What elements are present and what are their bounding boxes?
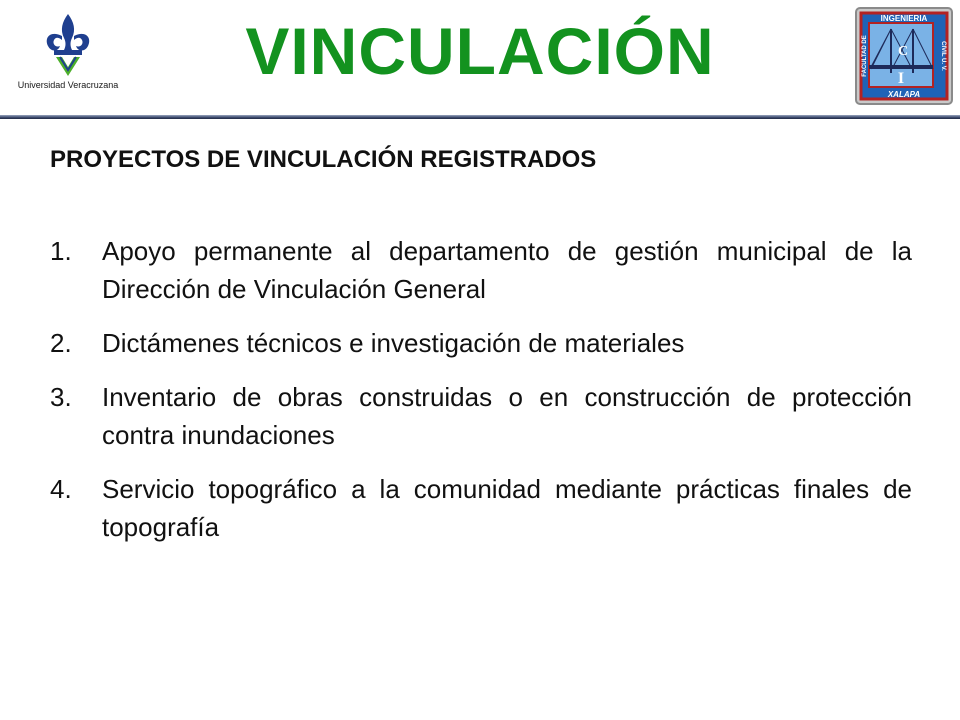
- header-divider: [0, 115, 960, 119]
- list-item-number: 1.: [50, 236, 72, 266]
- uv-logo-caption: Universidad Veracruzana: [17, 80, 119, 90]
- fi-logo-top-text: INGENIERIA: [880, 14, 928, 23]
- project-list: [50, 232, 912, 562]
- list-item-text: Apoyo permanente al departamento de gestión municipal de la Dirección de Vinculación General: [102, 236, 912, 304]
- list-item: [50, 324, 912, 362]
- section-heading: PROYECTOS DE VINCULACIÓN REGISTRADOS: [50, 146, 597, 173]
- facultad-ingenieria-logo: [855, 7, 953, 105]
- fi-logo-bottom-text: XALAPA: [887, 90, 921, 99]
- list-item: [50, 378, 912, 454]
- list-item-number: 4.: [50, 474, 72, 504]
- fi-logo-right-text: CIVIL U. V.: [940, 41, 946, 71]
- list-item: [50, 232, 912, 308]
- fi-letter-c: C: [897, 44, 909, 59]
- list-item: [50, 470, 912, 546]
- list-item-text: Servicio topográfico a la comunidad mediante prácticas finales de topografía: [102, 474, 912, 542]
- list-item-text: Dictámenes técnicos e investigación de materiales: [102, 328, 685, 358]
- fi-letter-i: I: [897, 70, 905, 87]
- list-item-number: 2.: [50, 328, 72, 358]
- page-title: VINCULACIÓN: [245, 14, 715, 88]
- list-item-number: 3.: [50, 382, 72, 412]
- list-item-text: Inventario de obras construidas o en construcción de protección contra inundaciones: [102, 382, 912, 450]
- fi-logo-left-text: FACULTAD DE: [862, 35, 868, 77]
